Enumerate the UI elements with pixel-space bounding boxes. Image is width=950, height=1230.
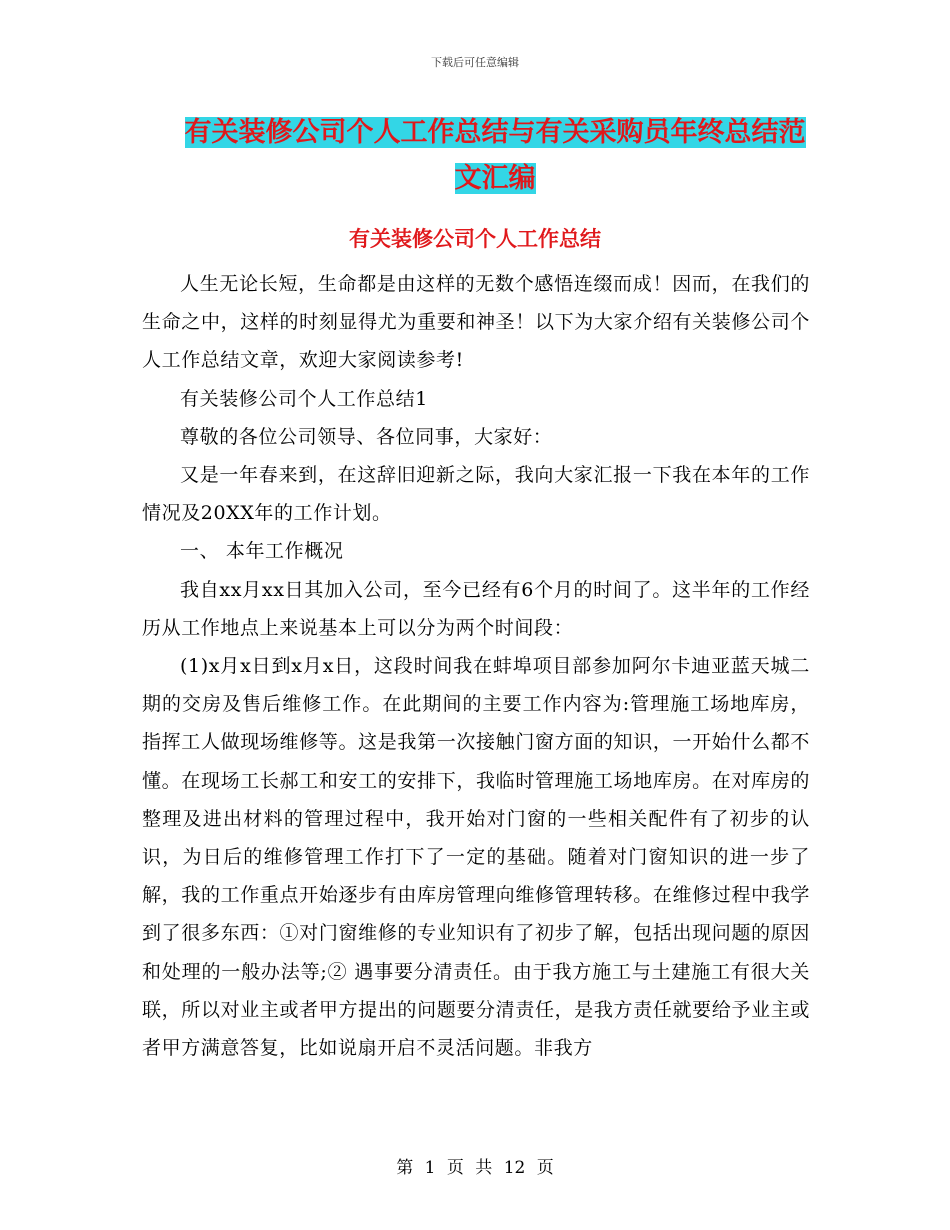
paragraph-greeting: 尊敬的各位公司领导、各位同事，大家好：: [180, 425, 553, 448]
document-title-line-2: 文汇编: [454, 163, 536, 194]
paragraph-period-1: (1)x月x日到x月x日，这段时间我在蚌埠项目部参加阿尔卡迪亚蓝天城二期的交房及售后维修工作。在此期间的主要工作内容为:管理施工场地库房，指挥工人做现场维修等。这是我第一次接触门窗方面的知识，一开始什么都不懂。在现场工长郝工和安工的安排下，我临时管理施工场地库房。在对库房的整理及进出材料的管理过程中，我开始对门窗的一些相关配件有了初步的认识，为日后的维修管理工作打下了一定的基础。随着对门窗知识的进一步了解，我的工作重点开始逐步有由库房管理向维修管理转移。在维修过程中我学到了很多东西：①对门窗维修的专业知识有了初步了解，包括出现问题的原因和处理的一般办法等;② 遇事要分清责任。由于我方施工与土建施工有很大关联，所以对业主或者甲方提出的问题要分清责任，是我方责任就要给予业主或者甲方满意答复，比如说扇开启不灵活问题。非我方: [142, 655, 810, 1060]
paragraph-intro: 人生无论长短，生命都是由这样的无数个感悟连缀而成！因而，在我们的生命之中，这样的时刻显得尤为重要和神圣！以下为大家介绍有关装修公司个人工作总结文章，欢迎大家阅读参考!: [142, 273, 810, 372]
paragraph-subheading: 有关装修公司个人工作总结1: [180, 387, 428, 410]
page-footer: 第 1 页 共 12 页: [396, 1158, 554, 1178]
document-title: [175, 110, 815, 202]
paragraph-opening: 又是一年春来到，在这辞旧迎新之际，我向大家汇报一下我在本年的工作情况及20XX年的工作计划。: [142, 464, 810, 525]
section-title: 有关装修公司个人工作总结: [349, 226, 601, 251]
paragraph-heading-overview: 一、 本年工作概况: [180, 540, 344, 563]
paragraph-join-date: 我自xx月xx日其加入公司，至今已经有6个月的时间了。这半年的工作经历从工作地点上来说基本上可以分为两个时间段：: [142, 578, 810, 639]
page-header-note: 下载后可任意编辑: [431, 56, 519, 69]
document-title-line-1: 有关装修公司个人工作总结与有关采购员年终总结范: [184, 117, 806, 148]
document-body: [142, 265, 810, 1067]
